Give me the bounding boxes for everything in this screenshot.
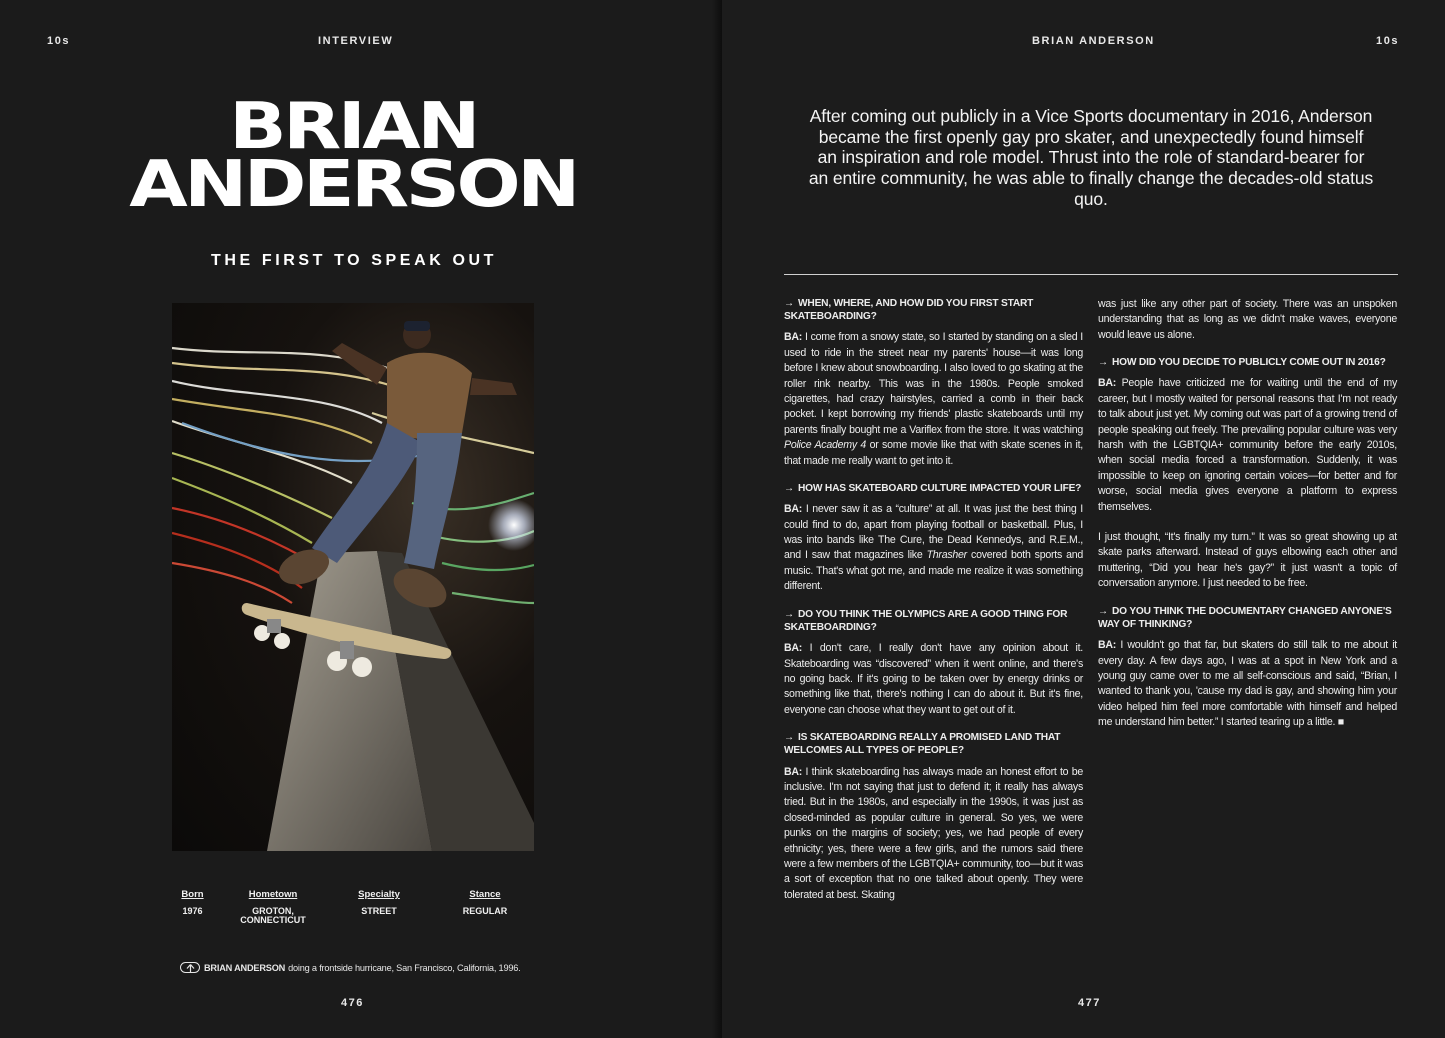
arrow-right-icon: → xyxy=(784,298,794,309)
stat-label: Specialty xyxy=(358,889,400,900)
stat-stance xyxy=(432,889,538,925)
arrow-right-icon: → xyxy=(1098,357,1108,369)
speaker-label: BA: xyxy=(784,642,803,655)
interview-answer: BA: I come from a snowy state, so I started by standing on a sled I used to ride in the street near my parents' house—it was long before I knew about snowboarding. I also loved to go skating at the roller rink nearby. This was in the 1980s. People smoked cigarettes, had crazy hairstyles, carried a comb in their back pocket. I kept borrowing my friends' plastic skateboards until my parents finally bought me a Variflex from the store. It was watching Police Academy 4 or some movie like that with skate scenes in it, that made me really want to get into it. xyxy=(784,331,1083,467)
speaker-label: BA: xyxy=(784,503,803,516)
interview-answer: BA: I don't care, I really don't have any opinion about it. Skateboarding was “discovered” when it went online, and there's no going back. If it's going to be taken over by energy drinks or something like that, there's nothing I can do about it. But it's fine, everyone can choose what they want to get out of it. xyxy=(784,642,1083,716)
interview-question: → WHEN, WHERE, AND HOW DID YOU FIRST START SKATEBOARDING? xyxy=(784,298,1034,323)
running-head-title: BRIAN ANDERSON xyxy=(1032,35,1155,47)
stat-value: GROTON, CONNECTICUT xyxy=(240,906,306,925)
left-page xyxy=(0,0,722,1038)
skateboarder-photo xyxy=(172,303,534,851)
photo-caption xyxy=(180,962,521,973)
text-column-1 xyxy=(784,297,1083,916)
speaker-label: BA: xyxy=(1098,639,1117,652)
stat-hometown xyxy=(220,889,326,925)
interview-question: → IS SKATEBOARDING REALLY A PROMISED LAND THAT WELCOMES ALL TYPES OF PEOPLE? xyxy=(784,732,1061,757)
article-subtitle: THE FIRST TO SPEAK OUT xyxy=(210,252,498,269)
caption-text: doing a frontside hurricane, San Francisco, California, 1996. xyxy=(288,962,521,973)
intro-paragraph: After coming out publicly in a Vice Sports documentary in 2016, Anderson became the first openly gay pro skater, and unexpectedly found himself an inspiration and role model. Thrust into the role of standard-bearer for an entire community, he was able to finally change the decades-old status quo. xyxy=(808,106,1374,209)
speaker-label: BA: xyxy=(784,765,803,778)
end-mark-icon: ■ xyxy=(1337,716,1345,729)
stat-born xyxy=(165,889,220,925)
running-head-category: INTERVIEW xyxy=(318,35,394,47)
interview-question: → DO YOU THINK THE OLYMPICS ARE A GOOD THING FOR SKATEBOARDING? xyxy=(784,608,1068,633)
arrow-right-icon: → xyxy=(784,483,794,495)
arrow-right-icon: → xyxy=(1098,605,1108,617)
interview-answer-continued: was just like any other part of society. There was an unspoken understanding that as long as we didn't make waves, everyone would leave us alone. xyxy=(1098,298,1397,341)
interview-answer: BA: I never saw it as a “culture” at all. It was just the best thing I could find to do, apart from playing football or basketball. Plus, I was into bands like The Cure, the Dead Kennedys, and R.E.M., and I saw that magazines like Thrasher covered both sports and music. That's what got me, and made me realize it was something different. xyxy=(784,503,1083,593)
stat-value: STREET xyxy=(361,906,397,916)
stat-label: Born xyxy=(181,889,204,900)
arrow-right-icon: → xyxy=(784,732,794,744)
stat-label: Stance xyxy=(469,889,501,900)
title-line-1: BRIAN xyxy=(229,90,477,164)
stat-label: Hometown xyxy=(248,889,298,900)
page-number: 477 xyxy=(1078,997,1101,1009)
text-column-2 xyxy=(1098,297,1397,744)
caption-name: BRIAN ANDERSON xyxy=(204,962,286,973)
interview-answer: BA: I think skateboarding has always made an honest effort to be inclusive. I'm not saying that just to defend it; it really has always tried. But in the 1980s, and especially in the 1990s, it was just as closed-minded as popular culture in general. So yes, we were punks on the margins of society; yes, we had people of every ethnicity; yes, there were a few girls, and the rumors said there were a few members of the LGBTQIA+ community, too—but it was a sort of exception that no one talked about openly. They were tolerated at best. Skating xyxy=(784,765,1083,901)
skater-stats xyxy=(165,889,555,925)
arrow-right-icon: → xyxy=(784,608,794,620)
interview-question: → HOW DID YOU DECIDE TO PUBLICLY COME OUT IN 2016? xyxy=(1098,357,1386,369)
title-line-2: ANDERSON xyxy=(129,148,577,222)
divider-rule xyxy=(784,274,1398,275)
speaker-label: BA: xyxy=(784,331,803,344)
stat-specialty xyxy=(326,889,432,925)
article-title xyxy=(7,90,698,222)
running-head-section: 10s xyxy=(1376,35,1400,47)
stat-value: REGULAR xyxy=(462,906,508,916)
skateboarder-photo-illustration xyxy=(172,303,534,851)
stat-value: 1976 xyxy=(182,906,203,916)
interview-answer: BA: I wouldn't go that far, but skaters do still talk to me about it every day. A few days ago, I was at a spot in New York and a young guy came over to me all self-conscious and said, “Brian, I wanted to thank you, 'cause my dad is gay, and showing him your video helped him feel more comfortable with himself and helped me understand him better.” I started tearing up a little. ■ xyxy=(1098,639,1398,729)
speaker-label: BA: xyxy=(1098,377,1117,390)
arrow-up-icon xyxy=(180,962,200,973)
interview-answer-paragraph: I just thought, “It's finally my turn.” It was so great showing up at skate parks afterward. Instead of guys elbowing each other and muttering, “Did you hear he's gay?” it just wasn't a topic of conversation anymore. I just needed to be free. xyxy=(1098,531,1397,590)
running-head-section: 10s xyxy=(47,35,71,47)
interview-answer: BA: People have criticized me for waiting until the end of my career, but I mostly waited for personal reasons that I'm not ready to talk about just yet. My coming out was part of a growing trend of people speaking out freely. The prevailing popular culture was very harsh with the LGBTQIA+ community before the early 2010s, when social media forced a transformation. Suddenly, it was impossible to keep on ignoring certain voices—for better and for worse, social media gives everyone a platform to express themselves. xyxy=(1098,377,1397,513)
page-number: 476 xyxy=(341,997,364,1009)
interview-question: → HOW HAS SKATEBOARD CULTURE IMPACTED YOUR LIFE? xyxy=(784,483,1082,495)
interview-question: → DO YOU THINK THE DOCUMENTARY CHANGED ANYONE'S WAY OF THINKING? xyxy=(1098,605,1392,630)
